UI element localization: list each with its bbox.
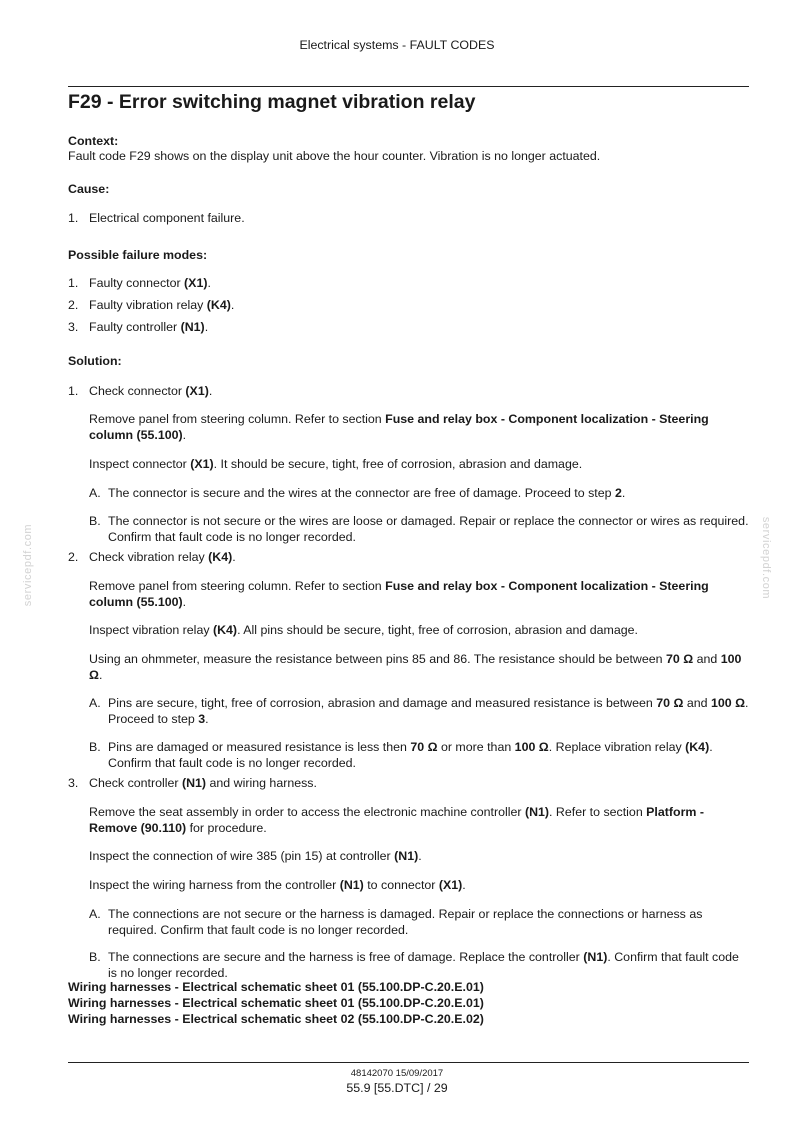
item-number: 1. <box>68 211 79 225</box>
footer-rule <box>68 1062 749 1063</box>
option-text: Pins are damaged or measured resistance is less then 70 Ω or more than 100 Ω. Replace vibration relay (K4). Confirm that fault code is no longer recorded. <box>108 740 713 770</box>
watermark-left: servicepdf.com <box>22 523 34 607</box>
item-text: Faulty controller (N1). <box>89 320 209 334</box>
step-paragraph: Using an ohmmeter, measure the resistance between pins 85 and 86. The resistance should be between 70 Ω and 100 Ω. <box>89 652 742 682</box>
page-title: F29 - Error switching magnet vibration relay <box>68 91 476 113</box>
context-heading: Context: <box>68 134 119 148</box>
step-paragraph: Remove panel from steering column. Refer to section Fuse and relay box - Component localization - Steering column (55.100). <box>89 412 709 442</box>
option-text: The connector is secure and the wires at the connector are free of damage. Proceed to step 2. <box>108 486 626 500</box>
component-code: (K4) <box>206 298 231 312</box>
schematic-reference-link[interactable]: Wiring harnesses - Electrical schematic sheet 02 (55.100.DP-C.20.E.02) <box>68 1012 484 1026</box>
step-title: Check vibration relay (K4). <box>89 550 236 564</box>
option-letter: B. <box>89 740 101 754</box>
component-code: (X1) <box>184 276 208 290</box>
option-letter: A. <box>89 696 101 710</box>
watermark-right: servicepdf.com <box>760 516 772 600</box>
item-text: Faulty connector (X1). <box>89 276 211 290</box>
section-reference: Platform - Remove (90.110) <box>89 805 704 835</box>
item-text: Electrical component failure. <box>89 211 245 225</box>
option-text: The connections are secure and the harness is free of damage. Replace the controller (N1). Confirm that fault code is no longer recorded. <box>108 950 739 980</box>
item-number: 1. <box>68 276 79 290</box>
step-paragraph: Remove the seat assembly in order to access the electronic machine controller (N1). Refer to section Platform - Remove (90.110) for procedure. <box>89 805 704 835</box>
step-paragraph: Inspect vibration relay (K4). All pins should be secure, tight, free of corrosion, abrasion and damage. <box>89 623 638 637</box>
option-letter: A. <box>89 486 101 500</box>
option-text: The connections are not secure or the harness is damaged. Repair or replace the connections or harness as required. Confirm that fault code is no longer recorded. <box>108 907 703 937</box>
step-paragraph: Inspect connector (X1). It should be secure, tight, free of corrosion, abrasion and damage. <box>89 457 583 471</box>
section-reference: Fuse and relay box - Component localization - Steering column (55.100) <box>89 579 709 609</box>
step-number: 1. <box>68 384 79 398</box>
failure-modes-heading: Possible failure modes: <box>68 248 208 262</box>
step-title: Check controller (N1) and wiring harness. <box>89 776 317 790</box>
option-text: Pins are secure, tight, free of corrosion, abrasion and damage and measured resistance is between 70 Ω and 100 Ω. Proceed to step 3. <box>108 696 749 726</box>
context-text: Fault code F29 shows on the display unit above the hour counter. Vibration is no longer actuated. <box>68 149 601 163</box>
document-code: 48142070 15/09/2017 <box>350 1068 444 1079</box>
item-number: 3. <box>68 320 79 334</box>
solution-heading: Solution: <box>68 354 122 368</box>
option-letter: A. <box>89 907 101 921</box>
page-number: 55.9 [55.DTC] / 29 <box>346 1081 448 1095</box>
cause-heading: Cause: <box>68 182 110 196</box>
step-title: Check connector (X1). <box>89 384 213 398</box>
header-rule <box>68 86 749 87</box>
section-reference: Fuse and relay box - Component localization - Steering column (55.100) <box>89 412 709 442</box>
component-code: (N1) <box>180 320 205 334</box>
step-paragraph: Inspect the connection of wire 385 (pin 15) at controller (N1). <box>89 849 422 863</box>
item-text: Faulty vibration relay (K4). <box>89 298 235 312</box>
option-letter: B. <box>89 514 101 528</box>
schematic-reference-link[interactable]: Wiring harnesses - Electrical schematic sheet 01 (55.100.DP-C.20.E.01) <box>68 980 484 994</box>
step-paragraph: Remove panel from steering column. Refer to section Fuse and relay box - Component localization - Steering column (55.100). <box>89 579 709 609</box>
schematic-reference-link[interactable]: Wiring harnesses - Electrical schematic sheet 01 (55.100.DP-C.20.E.01) <box>68 996 484 1010</box>
option-letter: B. <box>89 950 101 964</box>
step-paragraph: Inspect the wiring harness from the controller (N1) to connector (X1). <box>89 878 466 892</box>
option-text: The connector is not secure or the wires are loose or damaged. Repair or replace the connector or wires as required. Confirm that fault code is no longer recorded. <box>108 514 749 544</box>
step-number: 3. <box>68 776 79 790</box>
step-number: 2. <box>68 550 79 564</box>
page-header: Electrical systems - FAULT CODES <box>299 38 495 52</box>
item-number: 2. <box>68 298 79 312</box>
